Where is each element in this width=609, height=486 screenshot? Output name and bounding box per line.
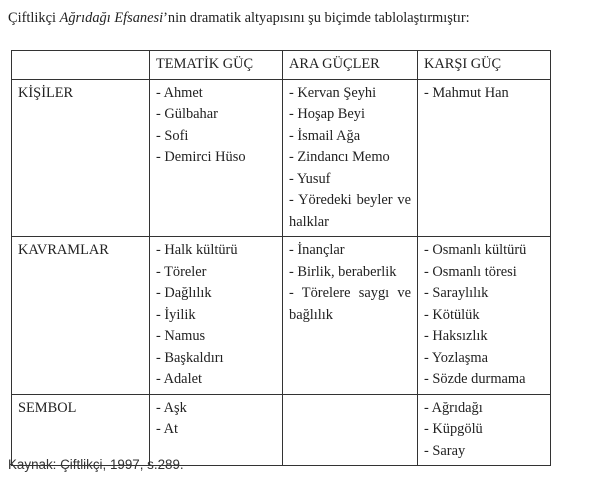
list-item: - Haksızlık <box>424 328 488 344</box>
table-cell <box>418 79 551 237</box>
table-cell <box>283 394 418 466</box>
list-item: - Hoşap Beyi <box>289 106 365 122</box>
list-item: - Halk kültürü <box>156 242 238 258</box>
table-cell <box>418 394 551 466</box>
table-row <box>12 237 551 395</box>
header-label: ARA GÜÇLER <box>289 56 380 72</box>
list-item: - Birlik, beraberlik <box>289 263 397 280</box>
list-item: - Kötülük <box>424 306 480 323</box>
header-label: TEMATİK GÜÇ <box>156 56 254 72</box>
caption-prefix: Çiftlikçi <box>8 10 60 26</box>
list-item: - Gülbahar <box>156 106 218 122</box>
table-row <box>12 394 551 466</box>
list-item: - Namus <box>156 328 206 344</box>
list-item: - At <box>156 421 178 437</box>
header-cell-tematik-guc <box>150 51 283 80</box>
table-cell <box>150 79 283 237</box>
list-item: - Adalet <box>156 371 202 387</box>
list-item: - Osmanlı kültürü <box>424 242 527 258</box>
table-cell <box>150 237 283 395</box>
table-cell <box>150 394 283 466</box>
list-item: - Yusuf <box>289 170 331 187</box>
header-cell-karsi-guc <box>418 51 551 80</box>
list-item: - Kervan Şeyhi <box>289 84 377 101</box>
table-cell <box>283 237 418 395</box>
header-cell-ara-gucler <box>283 51 418 80</box>
list-item: - Ahmet <box>156 84 203 101</box>
list-item: - Mahmut Han <box>424 84 509 101</box>
list-item: - Saray <box>424 442 466 459</box>
list-item: - İyilik <box>156 306 196 323</box>
list-item: - Osmanlı töresi <box>424 263 517 280</box>
list-item: - Töreler <box>156 263 207 280</box>
list-item: - Yozlaşma <box>424 349 488 366</box>
header-row <box>12 51 551 80</box>
table-row <box>12 79 551 237</box>
list-item: - İnançlar <box>289 242 345 258</box>
row-label: KAVRAMLAR <box>12 237 150 395</box>
table-body <box>12 51 551 466</box>
list-item: - Yöredeki beyler ve halklar <box>289 192 411 230</box>
list-item: - Ağrıdağı <box>424 399 483 416</box>
list-item: - Sözde durmama <box>424 371 526 387</box>
list-item: - Saraylılık <box>424 285 489 301</box>
list-item: - İsmail Ağa <box>289 127 361 144</box>
header-cell-empty <box>12 51 150 80</box>
row-label: KİŞİLER <box>12 79 150 237</box>
list-item: - Aşk <box>156 399 187 416</box>
table-cell <box>283 79 418 237</box>
list-item: - Başkaldırı <box>156 349 224 366</box>
list-item: - Zindancı Memo <box>289 149 390 165</box>
caption-book-title: Ağrıdağı Efsanesi <box>59 10 164 26</box>
caption-suffix: ’nin dramatik altyapısını şu biçimde tablolaştırmıştır: <box>163 10 470 26</box>
list-item: - Sofi <box>156 127 189 144</box>
row-label: SEMBOL <box>12 394 150 466</box>
dramatic-structure-table <box>11 50 551 466</box>
source-note: Kaynak: Çiftlikçi, 1997, s.289. <box>8 457 184 472</box>
list-item: - Küpgölü <box>424 421 483 437</box>
table-cell <box>418 237 551 395</box>
table-caption <box>8 9 603 27</box>
list-item: - Dağlılık <box>156 285 212 301</box>
header-label: KARŞI GÜÇ <box>424 56 502 72</box>
list-item: - Törelere saygı ve bağlılık <box>289 285 411 323</box>
list-item: - Demirci Hüso <box>156 149 246 165</box>
